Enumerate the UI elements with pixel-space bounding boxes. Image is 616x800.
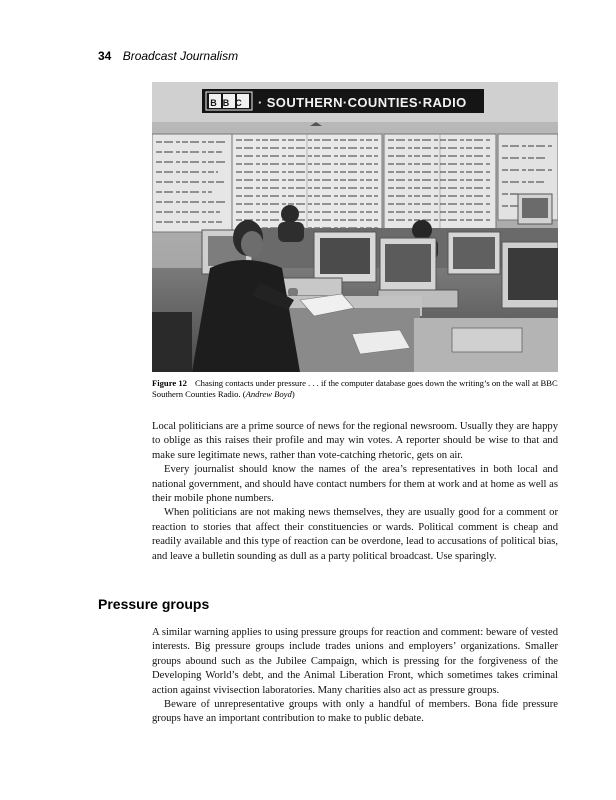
- paragraph: A similar warning applies to using pressure groups for reaction and comment: beware of vested interests. Big pressure groups include trades unions and employers’ organizations. Smaller groups abound such as the Jubilee Campaign, which is pressing for the forgiveness of the Developing World’s debt, and the Animal Liberation Front, which sometimes takes criminal action against vivisection laboratories. Many charities also act as pressure groups.: [152, 627, 558, 696]
- paragraph: Beware of unrepresentative groups with only a handful of members. Bona fide pressure groups have an important contribution to make to public debate.: [152, 699, 558, 725]
- station-sign: [202, 89, 484, 113]
- caption-label: Figure 12: [152, 378, 187, 388]
- body-section-1: [152, 420, 558, 564]
- caption-text: Chasing contacts under pressure . . . if the computer database goes down the writing’s on the wall at BBC Southern Counties Radio. (: [152, 378, 558, 399]
- newsroom-photo-illustration: [152, 82, 558, 372]
- newsroom-photo: [152, 82, 558, 372]
- paragraph: Local politicians are a prime source of news for the regional newsroom. Usually they are happy to oblige as this raises their profile and may win votes. A reporter should be wise to that and make sure legitimate news, rather than vote-catching rhetoric, gets on air.: [152, 421, 558, 461]
- figure-caption: [152, 378, 558, 400]
- book-title: Broadcast Journalism: [122, 49, 239, 63]
- paragraph: When politicians are not making news themselves, they are usually good for a comment or reaction to stories that affect their constituencies or wards. Political comment is cheap and readily available and this type of reaction can be overdone, lead to accusations of political bias, and leave a bulletin sounding as dull as a party political broadcast. Use sparingly.: [152, 507, 558, 562]
- section-heading: Pressure groups: [98, 596, 210, 612]
- page-number: 34: [98, 49, 112, 63]
- sign-text: · SOUTHERN·COUNTIES·RADIO: [258, 95, 467, 110]
- body-section-2: [152, 626, 558, 727]
- caption-close: ): [291, 389, 295, 399]
- caption-credit: Andrew Boyd: [245, 389, 292, 399]
- paragraph: Every journalist should know the names of the area’s representatives in both local and national government, and should have contact numbers for them at work and at home as well as their mobile phone numbers.: [152, 464, 558, 505]
- running-head: [98, 49, 238, 63]
- sign-logo: BBC: [210, 98, 248, 108]
